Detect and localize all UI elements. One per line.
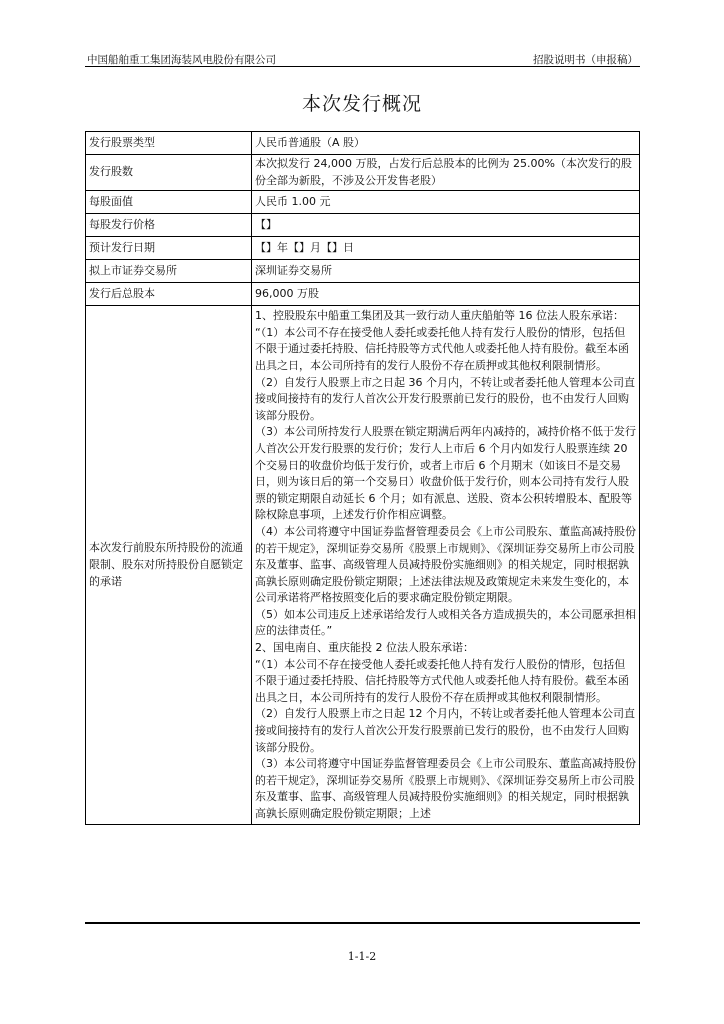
commitment-paragraph: “（1）本公司不存在接受他人委托或委托他人持有发行人股份的情形，包括但不限于通过委托持股、信托持股等方式代他人或委托他人持有股份。截至本函出具之日，本公司所持有的发行人股份不存在质押或其他权利限制情形。 xyxy=(255,325,629,372)
page-title: 本次发行概况 xyxy=(301,93,422,115)
row-value: 人民币普通股（A 股） xyxy=(252,132,640,155)
row-value: 【】 xyxy=(252,214,640,237)
table-row xyxy=(86,237,640,260)
row-label: 发行后总股本 xyxy=(86,283,252,306)
row-value: 本次拟发行 24,000 万股，占发行后总股本的比例为 25.00%（本次发行的股份全部为新股，不涉及公开发售老股） xyxy=(252,155,640,191)
commitment-paragraph: “（1）本公司不存在接受他人委托或委托他人持有发行人股份的情形，包括但不限于通过委托持股、信托持股等方式代他人或委托他人持有股份。截至本函出具之日，本公司所持有的发行人股份不存在质押或其他权利限制情形。 xyxy=(255,657,629,704)
row-label: 发行股票类型 xyxy=(86,132,252,155)
commitment-paragraph: 2、国电南自、重庆能投 2 位法人股东承诺： xyxy=(255,641,474,655)
offering-summary-table xyxy=(85,131,640,825)
row-label: 拟上市证券交易所 xyxy=(86,260,252,283)
table-row xyxy=(86,214,640,237)
lockup-label: 本次发行前股东所持股份的流通限制、股东对所持股份自愿锁定的承诺 xyxy=(86,306,252,824)
row-value: 人民币 1.00 元 xyxy=(252,191,640,214)
table-row xyxy=(86,132,640,155)
row-value: 【】年【】月【】日 xyxy=(252,237,640,260)
header-company: 中国船舶重工集团海装风电股份有限公司 xyxy=(87,54,276,66)
commitment-paragraph: （2）自发行人股票上市之日起 12 个月内，不转让或者委托他人管理本公司直接或间接持有的发行人首次公开发行股票前已发行的股份，也不由发行人回购该部分股份。 xyxy=(255,707,635,754)
commitment-paragraph: （3）本公司所持发行人股票在锁定期满后两年内减持的，减持价格不低于发行人首次公开发行股票的发行价；发行人上市后 6 个月内如发行人股票连续 20 个交易日的收盘价均低于发行价，或者上市后 6 个月期末（如该日不是交易日，则为该日后的第一个交易日）收盘价低于发行价，则本公司持有发行人股票的锁定期限自动延长 6 个月；如有派息、送股、资本公积转增股本、配股等除权除息事项，上述发行价作相应调整。 xyxy=(255,425,636,522)
lockup-commitments xyxy=(252,306,640,824)
table-row xyxy=(86,260,640,283)
commitment-paragraph: （4）本公司将遵守中国证券监督管理委员会《上市公司股东、董监高减持股份的若干规定》，深圳证券交易所《股票上市规则》、《深圳证券交易所上市公司股东及董事、监事、高级管理人员减持股份实施细则》的相关规定，同时根据孰高孰长原则确定股份锁定期限；上述法律法规及政策规定未来发生变化的，本公司承诺将严格按照变化后的要求确定股份锁定期限。 xyxy=(255,524,636,605)
commitment-paragraph: （5）如本公司违反上述承诺给发行人或相关各方造成损失的，本公司愿承担相应的法律责任。” xyxy=(255,607,636,638)
row-value: 96,000 万股 xyxy=(252,283,640,306)
header-doc-type: 招股说明书（申报稿） xyxy=(533,54,638,66)
commitment-paragraph: （3）本公司将遵守中国证券监督管理委员会《上市公司股东、董监高减持股份的若干规定》，深圳证券交易所《股票上市规则》、《深圳证券交易所上市公司股东及董事、监事、高级管理人员减持股份实施细则》的相关规定，同时根据孰高孰长原则确定股份锁定期限；上述 xyxy=(255,757,636,820)
table-row xyxy=(86,155,640,191)
table-row xyxy=(86,306,640,824)
row-label: 每股面值 xyxy=(86,191,252,214)
row-label: 预计发行日期 xyxy=(86,237,252,260)
page-header xyxy=(85,50,640,67)
row-label: 每股发行价格 xyxy=(86,214,252,237)
row-value: 深圳证券交易所 xyxy=(252,260,640,283)
commitment-paragraph: （2）自发行人股票上市之日起 36 个月内，不转让或者委托他人管理本公司直接或间接持有的发行人首次公开发行股票前已发行的股份，也不由发行人回购该部分股份。 xyxy=(255,375,635,422)
row-label: 发行股数 xyxy=(86,155,252,191)
page-number: 1-1-2 xyxy=(347,950,377,963)
table-row xyxy=(86,191,640,214)
commitment-paragraph: 1、控股股东中船重工集团及其一致行动人重庆船舶等 16 位法人股东承诺： xyxy=(255,309,624,323)
table-row xyxy=(86,283,640,306)
table-bottom-rule xyxy=(85,922,640,924)
